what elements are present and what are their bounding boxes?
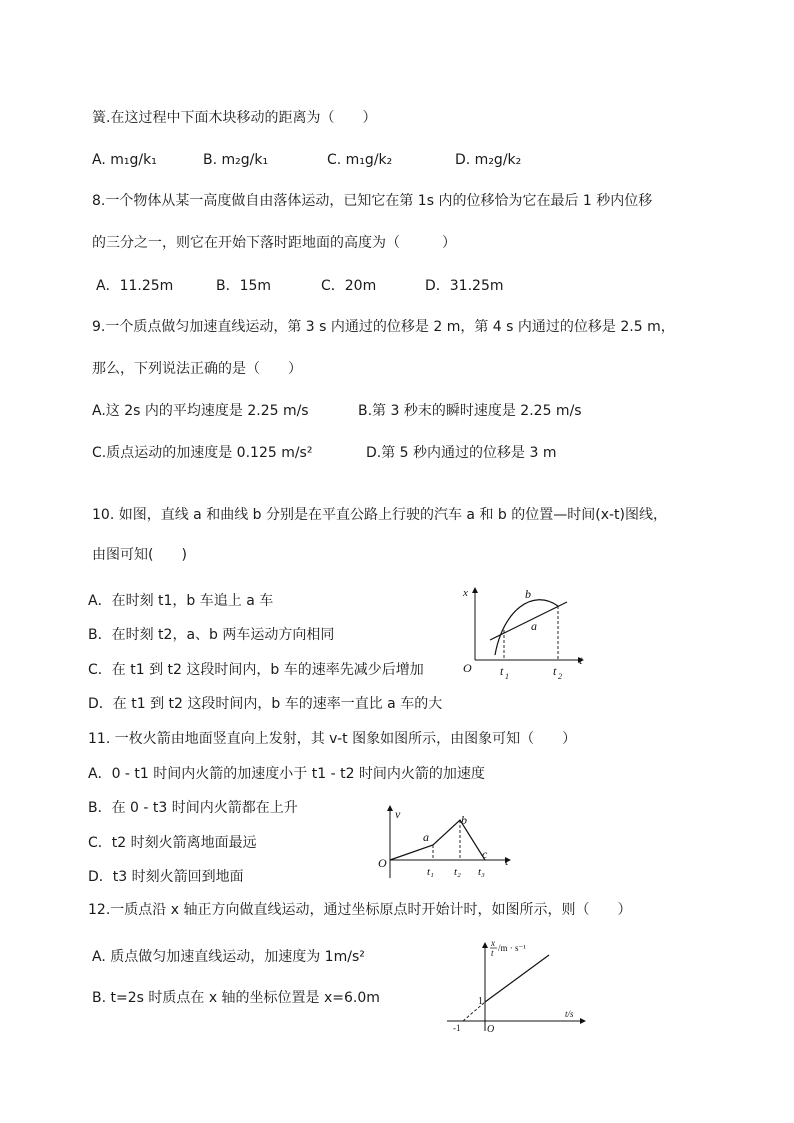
q9-stem-line2: 那么，下列说法正确的是（ ） — [92, 361, 302, 377]
q12-intercept-label: 1 — [478, 996, 483, 1007]
q9-option-a[interactable]: A.这 2s 内的平均速度是 2.25 m/s — [92, 403, 309, 419]
q11-t2-label: t₂ — [454, 866, 461, 878]
q9-option-b[interactable]: B.第 3 秒末的瞬时速度是 2.25 m/s — [358, 403, 582, 419]
q11-option-b[interactable]: B．在 0 - t3 时间内火箭都在上升 — [88, 800, 298, 816]
q12-y-unit: /m · s⁻¹ — [498, 943, 526, 953]
q10-xt-graph — [455, 580, 595, 685]
q11-label-c: c — [482, 847, 488, 861]
q12-stem: 12.一质点沿 x 轴正方向做直线运动，通过坐标原点时开始计时，如图所示，则（ ） — [88, 902, 632, 918]
q12-y-fraction-t: t — [491, 948, 494, 958]
q11-v-label: v — [395, 807, 401, 821]
q11-option-a[interactable]: A．0 - t1 时间内火箭的加速度小于 t1 - t2 时间内火箭的加速度 — [88, 766, 485, 782]
q8-option-b[interactable]: B．15m — [216, 278, 272, 294]
q10-t1-label: t — [500, 664, 504, 678]
q11-stem: 11. 一枚火箭由地面竖直向上发射，其 v-t 图象如图所示，由图象可知（ ） — [88, 731, 577, 747]
q7-option-c[interactable]: C. m₁g/k₂ — [327, 152, 393, 168]
q12-option-b[interactable]: B. t=2s 时质点在 x 轴的坐标位置是 x=6.0m — [92, 990, 380, 1006]
q11-t3-label: t₃ — [478, 866, 485, 878]
q10-x-axis-label: x — [463, 587, 468, 599]
q12-origin-label: O — [487, 1024, 495, 1035]
q9-option-d[interactable]: D.第 5 秒内通过的位移是 3 m — [366, 445, 557, 461]
q12-y-fraction-x: x — [491, 938, 495, 948]
q8-stem-line2: 的三分之一，则它在开始下落时距地面的高度为（ ） — [92, 235, 456, 251]
q10-curve-b — [495, 600, 558, 655]
q10-origin-label: O — [463, 661, 472, 675]
q11-t-label: t — [505, 854, 509, 868]
q10-label-b: b — [525, 587, 531, 601]
q10-option-c[interactable]: C．在 t1 到 t2 这段时间内，b 车的速率先减少后增加 — [88, 662, 424, 678]
q10-stem-line2: 由图可知( ) — [92, 547, 187, 563]
q8-option-d[interactable]: D．31.25m — [425, 278, 504, 294]
q10-option-d[interactable]: D．在 t1 到 t2 这段时间内，b 车的速率一直比 a 车的大 — [88, 696, 443, 712]
q12-neg1-label: -1 — [453, 1023, 461, 1033]
q8-option-a[interactable]: A．11.25m — [96, 278, 174, 294]
q10-t-axis-label: t — [579, 653, 583, 667]
q7-stem-tail: 簧.在这过程中下面木块移动的距离为（ ） — [92, 110, 377, 126]
q12-solid-line — [485, 955, 549, 1002]
q10-line-a — [490, 602, 567, 640]
q12-graph — [445, 935, 595, 1035]
q9-stem-line1: 9.一个质点做匀加速直线运动，第 3 s 内通过的位移是 2 m，第 4 s 内通过的位移是 2.5 m， — [92, 319, 675, 335]
q9-option-c[interactable]: C.质点运动的加速度是 0.125 m/s² — [92, 445, 313, 461]
q10-t2-label: t — [553, 664, 557, 678]
q8-stem-line1: 8.一个物体从某一高度做自由落体运动，已知它在第 1s 内的位移恰为它在最后 1 秒内位移 — [92, 193, 653, 209]
q11-velocity-line — [390, 820, 485, 860]
q11-option-d[interactable]: D．t3 时刻火箭回到地面 — [88, 869, 244, 885]
q7-option-b[interactable]: B. m₂g/k₁ — [203, 152, 269, 168]
q11-label-b: b — [461, 813, 467, 827]
q11-t1-label: t₁ — [427, 866, 434, 878]
q10-stem-line1: 10. 如图，直线 a 和曲线 b 分别是在平直公路上行驶的汽车 a 和 b 的位置—时间(x-t)图线， — [92, 507, 667, 523]
q11-label-a: a — [423, 830, 429, 844]
q11-vt-graph — [375, 800, 525, 882]
q7-option-a[interactable]: A. m₁g/k₁ — [92, 152, 157, 168]
q11-option-c[interactable]: C．t2 时刻火箭离地面最远 — [88, 835, 257, 851]
q10-label-a: a — [531, 619, 537, 633]
q10-t1-sub: 1 — [505, 672, 509, 681]
q11-origin-label: O — [378, 856, 387, 870]
q8-option-c[interactable]: C．20m — [321, 278, 377, 294]
q10-t2-sub: 2 — [558, 672, 562, 681]
q7-option-d[interactable]: D. m₂g/k₂ — [455, 152, 522, 168]
q10-option-b[interactable]: B．在时刻 t2，a、b 两车运动方向相同 — [88, 627, 335, 643]
q12-option-a[interactable]: A. 质点做匀加速直线运动，加速度为 1m/s² — [92, 949, 365, 965]
q12-x-axis-label: t/s — [565, 1009, 574, 1019]
q10-option-a[interactable]: A．在时刻 t1，b 车追上 a 车 — [88, 593, 274, 609]
